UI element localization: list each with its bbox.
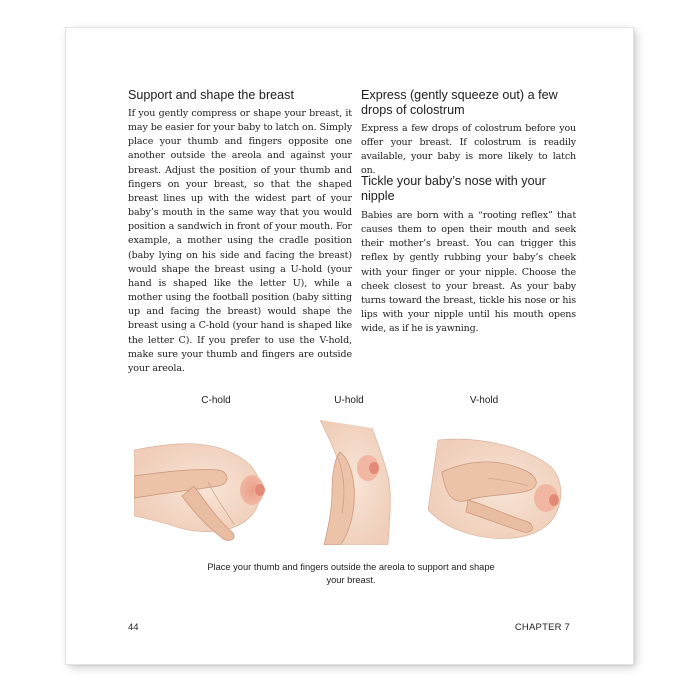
chapter-label: CHAPTER 7 bbox=[514, 622, 570, 633]
heading-tickle-nose: Tickle your baby’s nose with your nipple bbox=[361, 174, 546, 203]
u-hold-illustration bbox=[310, 420, 400, 545]
book-page bbox=[66, 28, 633, 664]
page-number: 44 bbox=[128, 622, 139, 633]
figure-caption: Place your thumb and fingers outside the areola to support and shape your breast. bbox=[207, 562, 495, 585]
c-hold-label: C-hold bbox=[201, 395, 231, 406]
heading-support-and-shape: Support and shape the breast bbox=[128, 88, 294, 102]
paragraph-support-and-shape: If you gently compress or shape your breast, it may be easier for your baby to latch on. Simply place your thumb and fingers opposite one another outside the areola and against your breast. Adjust the position of your thumb and fingers on your breast, so that the shaped breast lines up with the widest part of your baby’s mouth in the same way that you would position a sandwich in front of your mouth. For example, a mother using the cradle position (baby lying on his side and facing the breast) would shape the breast using a U-hold (your hand is shaped like the letter U), while a mother using the football position (baby sitting up and facing the breast) would shape the breast using a C-hold (your hand is shaped like the letter C). If you prefer to use the V-hold, make sure your thumb and fingers are outside your areola. bbox=[128, 108, 352, 374]
paragraph-express-colostrum: Express a few drops of colostrum before you offer your breast. If colostrum is readily available, your baby is more likely to latch on. bbox=[361, 123, 576, 177]
v-hold-illustration bbox=[428, 420, 568, 545]
paragraph-tickle-nose: Babies are born with a “rooting reflex” that causes them to open their mouth and seek their mother’s breast. You can trigger this reflex by gently rubbing your baby’s cheek with your finger or your nipple. Choose the cheek closest to your breast. As your baby turns toward the breast, tickle his nose or his lips with your nipple until his mouth opens wide, as if he is yawning. bbox=[361, 210, 576, 335]
c-hold-illustration bbox=[134, 420, 274, 545]
v-hold-label: V-hold bbox=[469, 395, 499, 406]
heading-express-colostrum: Express (gently squeeze out) a few drops of colostrum bbox=[361, 88, 558, 117]
u-hold-label: U-hold bbox=[334, 395, 364, 406]
